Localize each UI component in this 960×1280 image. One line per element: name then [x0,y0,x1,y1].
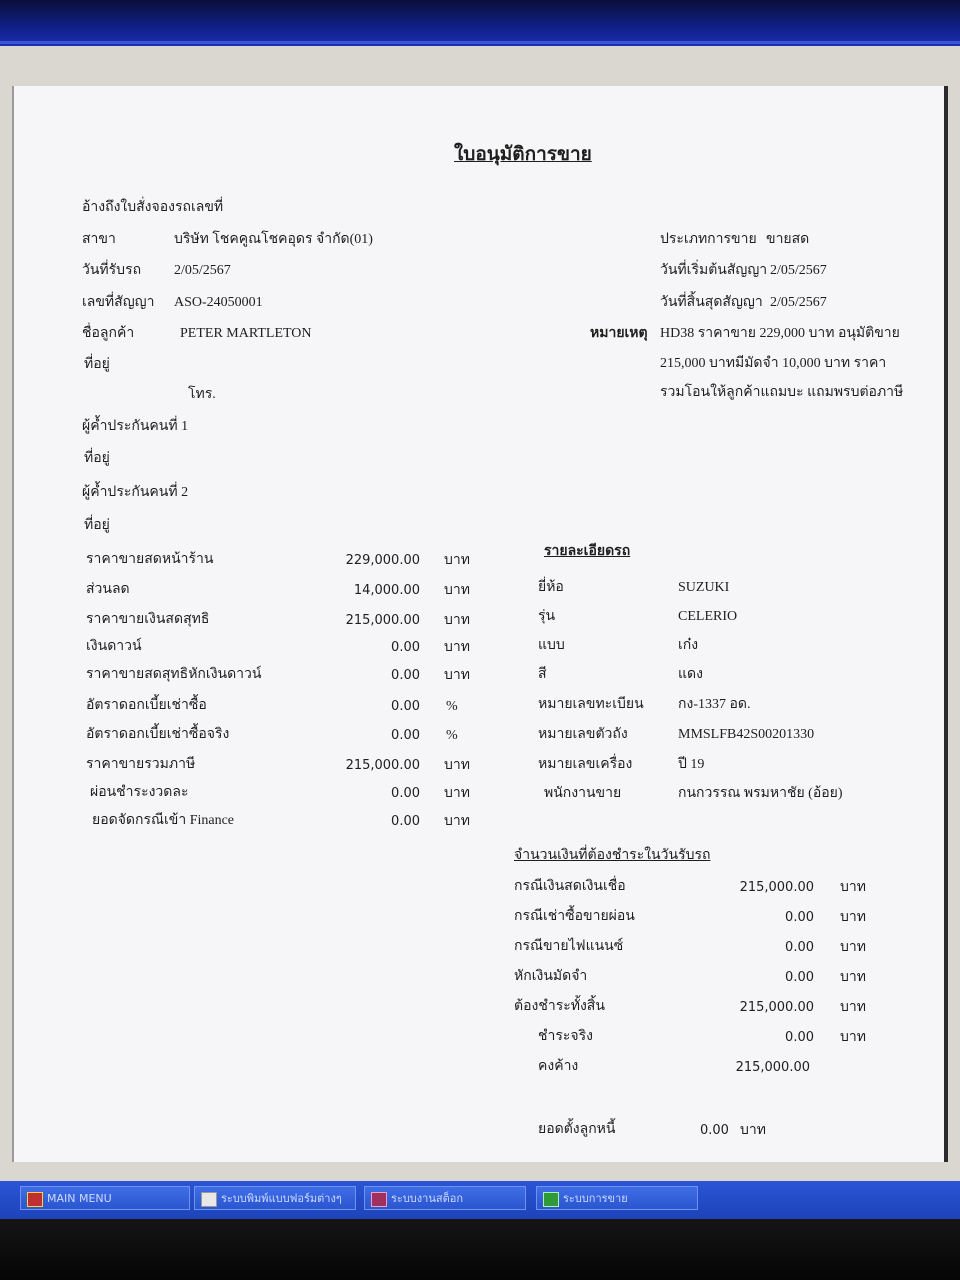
report-page [12,86,944,1162]
guarantor-2-address-label: ที่อยู่ [84,518,110,533]
payment-label: หักเงินมัดจำ [514,969,588,984]
payment-unit: บาท [840,1030,866,1045]
car-detail-value: CELERIO [678,609,738,624]
document-icon [201,1192,217,1207]
customer-name-value: PETER MARTLETON [180,326,312,341]
address-label: ที่อยู่ [84,357,110,372]
payment-unit: บาท [840,910,866,925]
payment-unit: บาท [840,880,866,895]
price-value: 0.00 [391,814,420,829]
taskbar-label: ระบบพิมพ์แบบฟอร์มต่างๆ [221,1192,342,1205]
payment-value: 0.00 [785,910,814,925]
app-window-icon [27,1192,43,1207]
price-value: 215,000.00 [345,758,420,773]
payment-label: กรณีขายไฟแนนซ์ [514,939,624,954]
debtor-label: ยอดตั้งลูกหนี้ [538,1122,616,1137]
debtor-value: 0.00 [700,1123,729,1138]
car-detail-label: หมายเลขทะเบียน [538,697,644,712]
branch-label: สาขา [82,232,116,247]
contract-start-label: วันที่เริ่มต้นสัญญา [660,263,768,278]
price-unit: บาท [444,553,470,568]
guarantor-1-address-label: ที่อยู่ [84,451,110,466]
contract-no-value: ASO-24050001 [174,295,263,310]
price-value: 0.00 [391,640,420,655]
taskbar-label: ระบบงานสต็อก [391,1192,463,1205]
car-detail-label: พนักงานขาย [544,786,622,801]
car-detail-value: SUZUKI [678,580,730,595]
price-unit: บาท [444,814,470,829]
car-detail-value: กง-1337 อด. [678,697,751,712]
car-detail-label: สี [538,667,547,682]
price-label: ราคาขายรวมภาษี [86,757,196,772]
remark-line-3: รวมโอนให้ลูกค้าแถมบะ แถมพรบต่อภาษี [660,385,904,400]
monitor-bezel [0,1219,960,1280]
taskbar-main-menu[interactable] [20,1186,190,1210]
price-label: ราคาขายสดหน้าร้าน [86,552,214,567]
taskbar-label: MAIN MENU [47,1192,112,1205]
price-value: 0.00 [391,786,420,801]
price-unit: บาท [444,583,470,598]
payment-unit: บาท [840,940,866,955]
phone-label: โทร. [188,387,216,402]
payment-section-title: จำนวนเงินที่ต้องชำระในวันรับรถ [514,848,711,863]
customer-name-label: ชื่อลูกค้า [82,326,135,341]
window-titlebar [0,0,960,46]
price-value: 14,000.00 [353,583,420,598]
payment-value: 215,000.00 [735,1060,810,1075]
payment-label: กรณีเช่าซื้อขายผ่อน [514,909,635,924]
price-unit: บาท [444,613,470,628]
document-title: ใบอนุมัติการขาย [454,143,592,165]
payment-value: 215,000.00 [739,880,814,895]
price-unit: บาท [444,758,470,773]
price-unit: บาท [444,640,470,655]
price-unit: บาท [444,668,470,683]
car-detail-value: แดง [678,667,703,682]
taskbar-label: ระบบการขาย [563,1192,628,1205]
car-detail-value: กนกวรรณ พรมหาชัย (อ้อย) [678,786,843,801]
payment-unit: บาท [840,1000,866,1015]
car-detail-label: รุ่น [538,609,556,624]
delivery-date-value: 2/05/2567 [174,263,231,278]
payment-value: 0.00 [785,970,814,985]
delivery-date-label: วันที่รับรถ [82,263,142,278]
price-value: 0.00 [391,699,420,714]
debtor-unit: บาท [740,1123,766,1138]
car-section-title: รายละเอียดรถ [544,544,631,559]
price-label: ราคาขายสดสุทธิหักเงินดาวน์ [86,667,262,682]
app-window-icon [371,1192,387,1207]
price-label: ราคาขายเงินสดสุทธิ [86,612,210,627]
payment-label: ต้องชำระทั้งสิ้น [514,999,605,1014]
contract-end-label: วันที่สิ้นสุดสัญญา [660,295,763,310]
branch-value: บริษัท โชคคูณโชคอุดร จำกัด(01) [174,232,373,247]
contract-no-label: เลขที่สัญญา [82,295,155,310]
price-label: ผ่อนชำระงวดละ [90,785,189,800]
payment-value: 0.00 [785,1030,814,1045]
payment-value: 215,000.00 [739,1000,814,1015]
taskbar [0,1181,960,1219]
price-value: 215,000.00 [345,613,420,628]
car-detail-value: MMSLFB42S00201330 [678,727,815,742]
payment-label: คงค้าง [538,1059,579,1074]
order-reference: อ้างถึงใบสั่งจองรถเลขที่ [82,200,224,215]
car-detail-label: หมายเลขเครื่อง [538,757,633,772]
price-value: 229,000.00 [345,553,420,568]
contract-start-value: 2/05/2567 [770,263,827,278]
payment-label: กรณีเงินสดเงินเชื่อ [514,879,626,894]
price-label: เงินดาวน์ [86,639,142,654]
price-unit: บาท [444,786,470,801]
remark-line-1: HD38 ราคาขาย 229,000 บาท อนุมัติขาย [660,326,900,341]
car-detail-label: แบบ [538,638,565,653]
remark-label: หมายเหตุ [590,326,648,341]
taskbar-form-printing[interactable] [194,1186,356,1210]
price-label: ยอดจัดกรณีเข้า Finance [92,813,235,828]
price-label: อัตราดอกเบี้ยเช่าซื้อ [86,698,207,713]
car-detail-label: หมายเลขตัวถัง [538,727,628,742]
payment-label: ชำระจริง [538,1029,593,1044]
price-label: ส่วนลด [86,582,130,597]
car-detail-value: ปี 19 [678,757,705,772]
taskbar-sales-system[interactable] [536,1186,698,1210]
price-unit: % [446,728,458,743]
sale-type-value: ขายสด [766,232,810,247]
car-detail-label: ยี่ห้อ [538,580,564,595]
contract-end-value: 2/05/2567 [770,295,827,310]
remark-line-2: 215,000 บาทมีมัดจำ 10,000 บาท ราคา [660,356,887,371]
sale-type-label: ประเภทการขาย [660,232,757,247]
price-unit: % [446,699,458,714]
guarantor-1-label: ผู้ค้ำประกันคนที่ 1 [82,419,189,434]
car-detail-value: เก๋ง [678,638,699,653]
price-value: 0.00 [391,668,420,683]
price-label: อัตราดอกเบี้ยเช่าซื้อจริง [86,727,230,742]
payment-unit: บาท [840,970,866,985]
taskbar-stock-system[interactable] [364,1186,526,1210]
price-value: 0.00 [391,728,420,743]
spreadsheet-icon [543,1192,559,1207]
payment-value: 0.00 [785,940,814,955]
guarantor-2-label: ผู้ค้ำประกันคนที่ 2 [82,485,189,500]
